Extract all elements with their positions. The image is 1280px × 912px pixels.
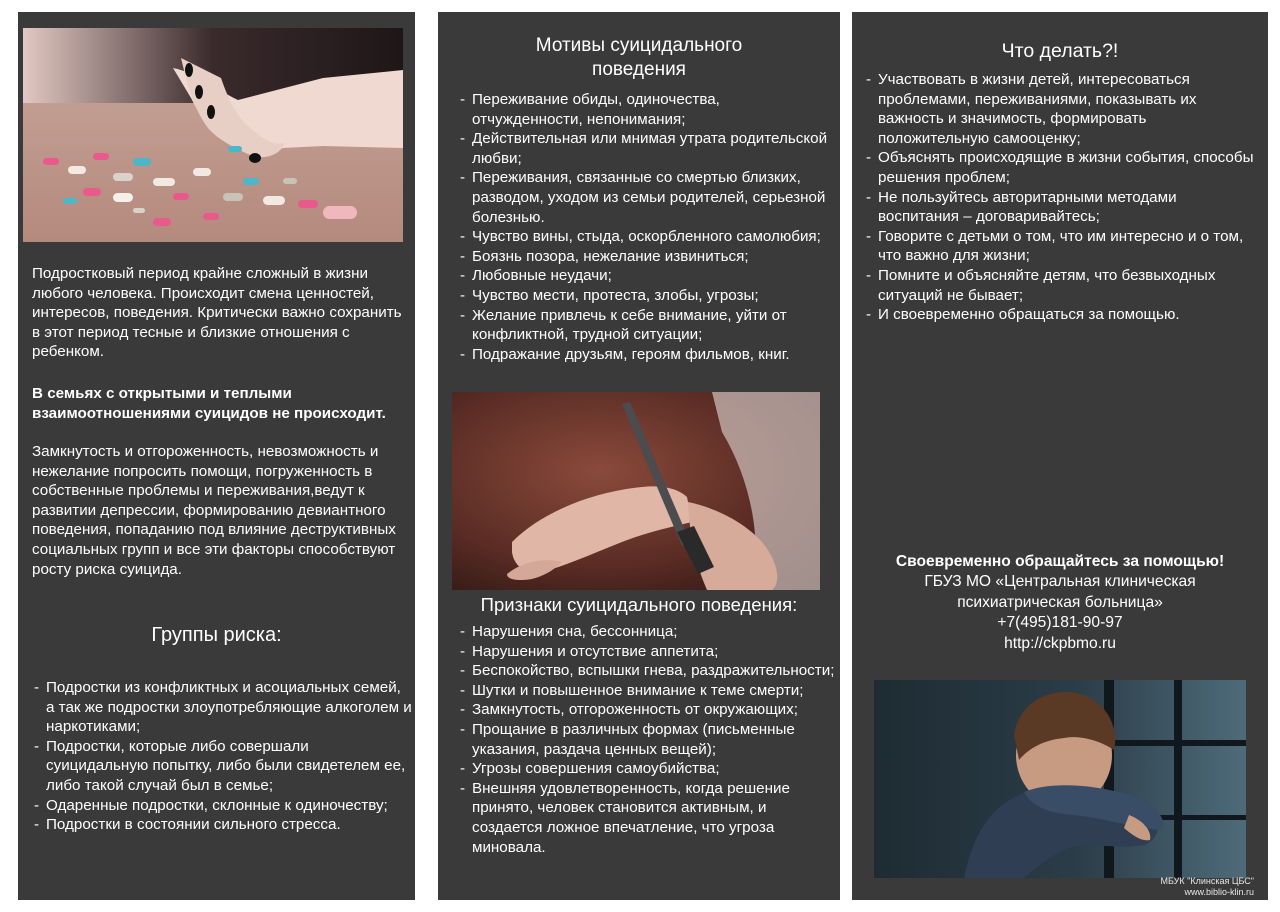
signs-list xyxy=(458,622,836,857)
intro-paragraph: Подростковый период крайне сложный в жизни любого человека. Происходит смена ценностей, интересов, поведения. Критически важно сохранить в этот период тесные и близкие отношения с ребенком. xyxy=(32,265,402,361)
signs-heading: Признаки суицидального поведения: xyxy=(480,594,798,615)
list-item: - Говорите с детьми о том, что им интересно и о том, что важно для жизни; xyxy=(864,227,1260,266)
contact-title: Своевременно обращайтесь за помощью! xyxy=(895,553,1225,570)
bold-statement: В семьях с открытыми и теплыми взаимоотношениями суицидов не происходит. xyxy=(32,385,386,422)
list-item: - Подростки из конфликтных и асоциальных семей, а так же подростки злоупотребляющие алкоголем и наркотиками; xyxy=(32,678,412,737)
left-panel xyxy=(18,12,415,900)
risk-groups-heading: Группы риска: xyxy=(151,624,282,646)
list-item: - Беспокойство, вспышки гнева, раздражительности; xyxy=(458,661,836,681)
footer-credit xyxy=(1160,876,1254,898)
contact-org-line2: психиатрическая больница» xyxy=(957,593,1163,611)
right-panel xyxy=(852,12,1268,900)
list-item: - Помните и объясняйте детям, что безвыходных ситуаций не бывает; xyxy=(864,266,1260,305)
list-item: - Объяснять происходящие в жизни события, способы решения проблем; xyxy=(864,148,1260,187)
list-item: - Не пользуйтесь авторитарными методами воспитания – договаривайтесь; xyxy=(864,188,1260,227)
list-item: - Подростки, которые либо совершали суицидальную попытку, либо были свидетелем ее, либо такой случай был в семье; xyxy=(32,737,412,796)
list-item: - Внешняя удовлетворенность, когда решение принято, человек становится активным, и создается ложное впечатление, что угроза миновала. xyxy=(458,779,836,857)
list-item: - Шутки и повышенное внимание к теме смерти; xyxy=(458,681,836,701)
list-item: - Подражание друзьям, героям фильмов, книг. xyxy=(458,345,833,365)
boy-photo-image xyxy=(874,680,1246,878)
list-item: - Действительная или мнимая утрата родительской любви; xyxy=(458,129,833,168)
list-item: - Угрозы совершения самоубийства; xyxy=(458,759,836,779)
what-to-do-heading: Что делать?! xyxy=(1001,40,1119,62)
motives-heading: Мотивы суицидального поведения xyxy=(535,35,743,80)
boy-photo xyxy=(874,680,1246,878)
knife-photo-image xyxy=(452,392,820,590)
contact-url[interactable]: http://ckpbmo.ru xyxy=(1004,634,1116,652)
knife-photo xyxy=(452,392,820,590)
list-item: - Нарушения и отсутствие аппетита; xyxy=(458,642,836,662)
list-item: - Чувство вины, стыда, оскорбленного самолюбия; xyxy=(458,227,833,247)
list-item: - Переживание обиды, одиночества, отчужденности, непонимания; xyxy=(458,90,833,129)
list-item: - Прощание в различных формах (письменные указания, раздача ценных вещей); xyxy=(458,720,836,759)
contact-org-line1: ГБУЗ МО «Центральная клиническая xyxy=(924,573,1196,591)
list-item: - Нарушения сна, бессонница; xyxy=(458,622,836,642)
footer-website[interactable]: www.biblio-klin.ru xyxy=(1184,887,1254,897)
list-item: - Боязнь позора, нежелание извиниться; xyxy=(458,247,833,267)
list-item: - Замкнутость, отгороженность от окружающих; xyxy=(458,700,836,720)
motives-list xyxy=(458,90,833,364)
list-item: - Переживания, связанные со смертью близких, разводом, уходом из семьи родителей, серьезной болезнью. xyxy=(458,168,833,227)
isolation-paragraph: Замкнутость и отгороженность, невозможность и нежелание попросить помощи, погруженность в собственные проблемы и переживания,ведут к развитии депрессии, формированию девиантного поведения, попаданию под влияние деструктивных социальных групп и все эти факторы способствуют росту риска суицида. xyxy=(32,443,396,578)
risk-groups-list xyxy=(32,678,412,835)
list-item: - Чувство мести, протеста, злобы, угрозы; xyxy=(458,286,833,306)
list-item: - Участвовать в жизни детей, интересоваться проблемами, переживаниями, показывать их важность и значимость, формировать положительную самооценку; xyxy=(864,70,1260,148)
pills-photo-image xyxy=(23,28,403,242)
list-item: - Желание привлечь к себе внимание, уйти от конфликтной, трудной ситуации; xyxy=(458,306,833,345)
what-to-do-list xyxy=(864,70,1260,325)
contact-block xyxy=(852,552,1268,654)
pills-photo xyxy=(23,28,403,242)
list-item: - Одаренные подростки, склонные к одиночеству; xyxy=(32,796,412,816)
list-item: - Подростки в состоянии сильного стресса. xyxy=(32,815,412,835)
contact-phone: +7(495)181-90-97 xyxy=(997,614,1123,632)
middle-panel xyxy=(438,12,840,900)
list-item: - Любовные неудачи; xyxy=(458,266,833,286)
footer-library-name: МБУК "Клинская ЦБС" xyxy=(1160,876,1254,886)
list-item: - И своевременно обращаться за помощью. xyxy=(864,305,1260,325)
